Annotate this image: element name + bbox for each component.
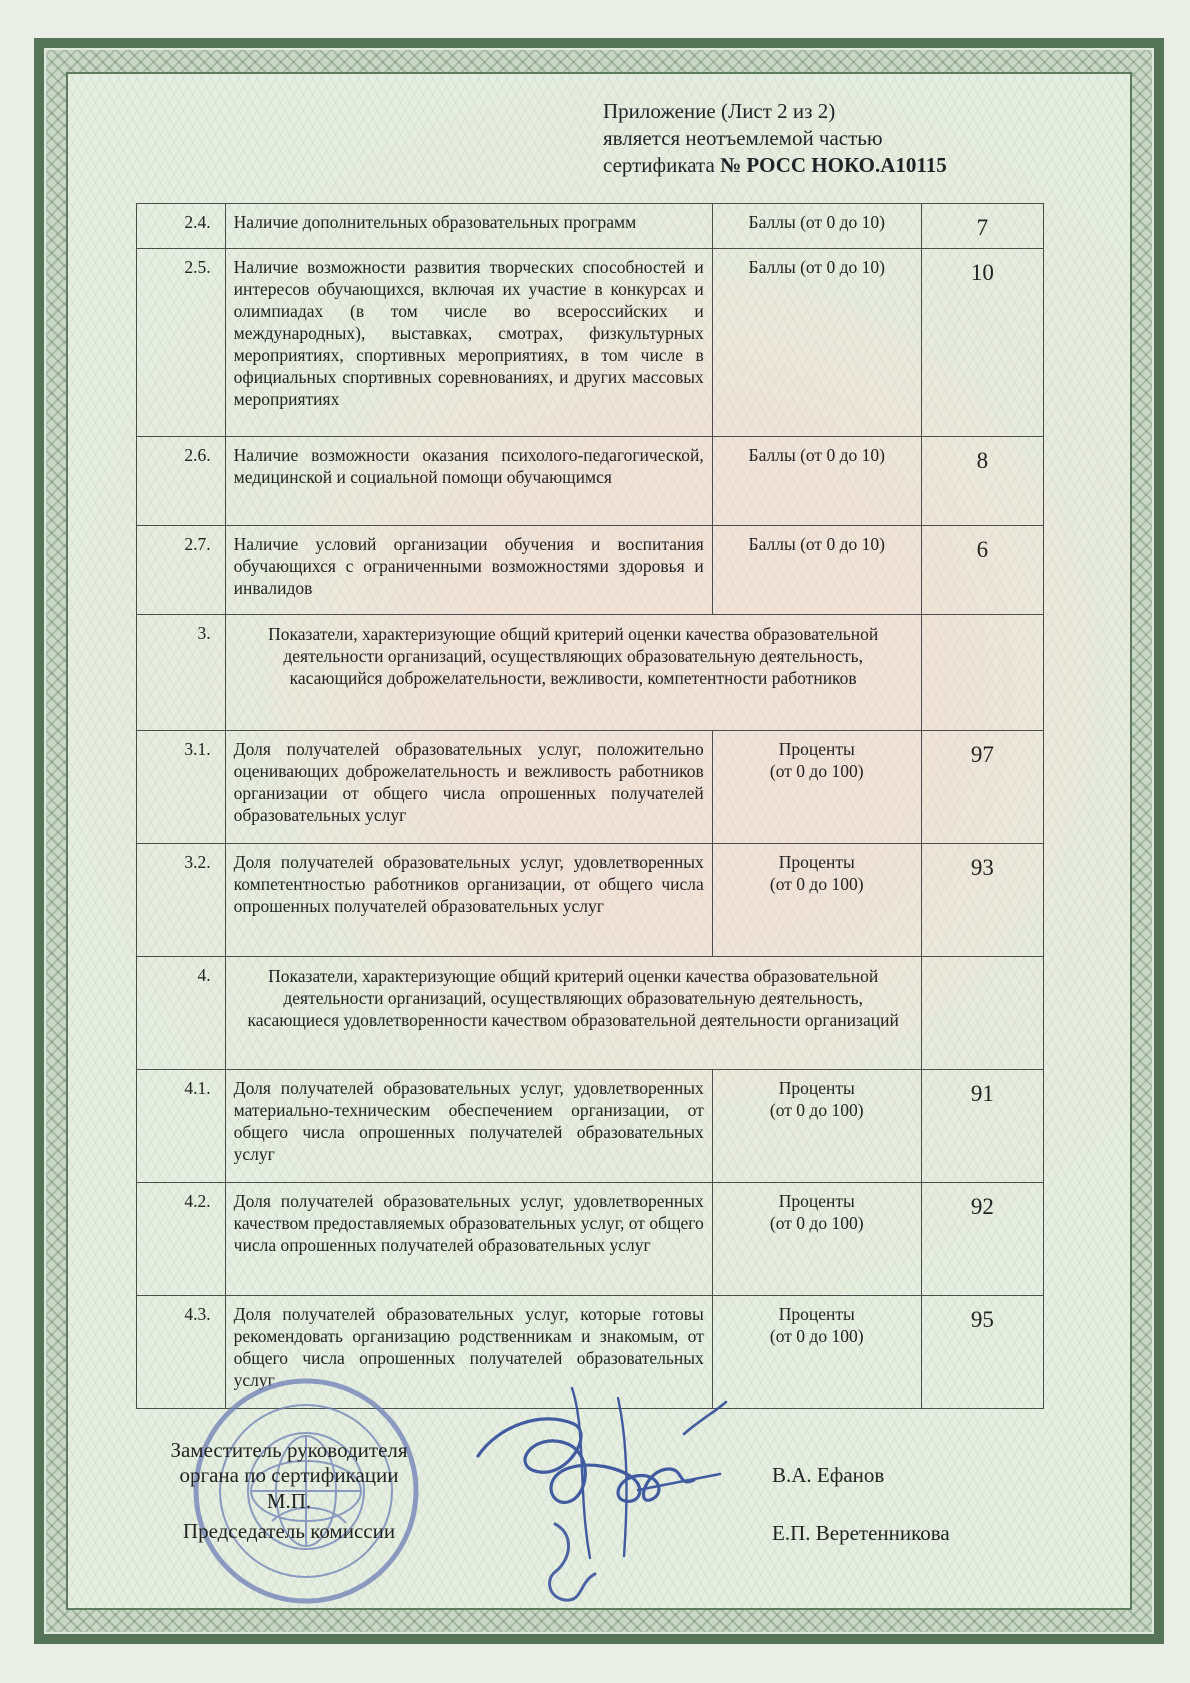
row-value: 6 <box>921 526 1043 615</box>
signatory-name-1: В.А. Ефанов <box>772 1463 885 1487</box>
header-line-1: Приложение (Лист 2 из 2) <box>603 99 836 123</box>
row-value: 95 <box>921 1296 1043 1409</box>
row-unit <box>712 1296 921 1409</box>
row-value: 10 <box>921 249 1043 437</box>
row-unit: Баллы (от 0 до 10) <box>712 526 921 615</box>
table-row <box>137 526 1044 615</box>
row-unit <box>712 844 921 957</box>
row-description: Наличие возможности оказания психолого-педагогической, медицинской и социальной помощи обучающимся <box>225 437 712 526</box>
row-number: 3.2. <box>137 844 226 957</box>
unit-line-2: (от 0 до 100) <box>769 1213 864 1233</box>
row-number: 2.7. <box>137 526 226 615</box>
deputy-head-title: Заместитель руководителя <box>170 1438 408 1462</box>
seal-place-label: М.П. <box>266 1489 312 1513</box>
row-unit <box>712 1183 921 1296</box>
row-value: 8 <box>921 437 1043 526</box>
row-number: 3.1. <box>137 731 226 844</box>
row-description: Наличие условий организации обучения и воспитания обучающихся с ограниченными возможностями здоровья и инвалидов <box>225 526 712 615</box>
row-unit <box>712 1070 921 1183</box>
table-row <box>137 249 1044 437</box>
signatory-name-2: Е.П. Веретенникова <box>772 1521 950 1545</box>
unit-line-1: Проценты <box>778 852 855 872</box>
empty-value-cell <box>921 957 1043 1070</box>
row-number: 2.4. <box>137 204 226 249</box>
row-unit <box>712 731 921 844</box>
empty-value-cell <box>921 615 1043 731</box>
row-number: 4.1. <box>137 1070 226 1183</box>
row-number: 2.6. <box>137 437 226 526</box>
signature-block-left <box>139 1438 439 1544</box>
row-description: Доля получателей образовательных услуг, которые готовы рекомендовать организацию родственникам и знакомым, от общего числа опрошенных получателей образовательных услуг <box>225 1296 712 1409</box>
row-description: Доля получателей образовательных услуг, удовлетворенных качеством предоставляемых образовательных услуг, от общего числа опрошенных получателей образовательных услуг <box>225 1183 712 1296</box>
header-line-2: является неотъемлемой частью <box>603 126 883 150</box>
row-number: 4.3. <box>137 1296 226 1409</box>
unit-line-2: (от 0 до 100) <box>769 874 864 894</box>
table-row <box>137 731 1044 844</box>
row-unit: Баллы (от 0 до 10) <box>712 437 921 526</box>
table-row <box>137 615 1044 731</box>
unit-line-1: Проценты <box>778 1304 855 1324</box>
commission-chairman-title: Председатель комиссии <box>182 1519 396 1543</box>
signature-icon <box>535 1512 615 1612</box>
row-number: 3. <box>137 615 226 731</box>
certification-body-title: органа по сертификации <box>179 1463 399 1487</box>
row-value: 97 <box>921 731 1043 844</box>
section-header: Показатели, характеризующие общий критерий оценки качества образовательной деятельности организаций, осуществляющих образовательную деятельность, касающийся доброжелательности, вежливости, компетентности работников <box>225 615 921 731</box>
unit-line-1: Проценты <box>778 739 855 759</box>
header-line-3 <box>603 152 1023 179</box>
row-description: Доля получателей образовательных услуг, удовлетворенных материально-техническим обеспечением организации, от общего числа опрошенных получателей образовательных услуг <box>225 1070 712 1183</box>
table-row <box>137 957 1044 1070</box>
row-description: Наличие дополнительных образовательных программ <box>225 204 712 249</box>
row-description: Наличие возможности развития творческих способностей и интересов обучающихся, включая их участие в конкурсах и олимпиадах (в том числе во всероссийских и международных), выставках, смотрах, физкультурных мероприятиях, спортивных мероприятиях, в том числе в официальных спортивных соревнованиях, и других массовых мероприятиях <box>225 249 712 437</box>
row-number: 4.2. <box>137 1183 226 1296</box>
unit-line-1: Проценты <box>778 1078 855 1098</box>
row-number: 2.5. <box>137 249 226 437</box>
unit-line-1: Проценты <box>778 1191 855 1211</box>
row-value: 92 <box>921 1183 1043 1296</box>
section-header: Показатели, характеризующие общий критерий оценки качества образовательной деятельности организаций, осуществляющих образовательную деятельность, касающиеся удовлетворенности качеством образовательной деятельности организаций <box>225 957 921 1070</box>
unit-line-2: (от 0 до 100) <box>769 1326 864 1346</box>
table-row <box>137 844 1044 957</box>
row-number: 4. <box>137 957 226 1070</box>
row-description: Доля получателей образовательных услуг, положительно оценивающих доброжелательность и вежливость работников организации от общего числа опрошенных получателей образовательных услуг <box>225 731 712 844</box>
row-unit: Баллы (от 0 до 10) <box>712 249 921 437</box>
certificate-number: № РОСС НОКО.А10115 <box>720 153 947 177</box>
row-value: 93 <box>921 844 1043 957</box>
row-value: 91 <box>921 1070 1043 1183</box>
table-row <box>137 1183 1044 1296</box>
row-description: Доля получателей образовательных услуг, удовлетворенных компетентностью работников организации, от общего числа опрошенных получателей образовательных услуг <box>225 844 712 957</box>
indicators-table <box>136 203 1044 1409</box>
table-row <box>137 204 1044 249</box>
unit-line-2: (от 0 до 100) <box>769 761 864 781</box>
table-row <box>137 437 1044 526</box>
certificate-header <box>603 98 1023 179</box>
unit-line-2: (от 0 до 100) <box>769 1100 864 1120</box>
row-unit: Баллы (от 0 до 10) <box>712 204 921 249</box>
header-line-3-prefix: сертификата <box>603 153 721 177</box>
table-row <box>137 1070 1044 1183</box>
row-value: 7 <box>921 204 1043 249</box>
